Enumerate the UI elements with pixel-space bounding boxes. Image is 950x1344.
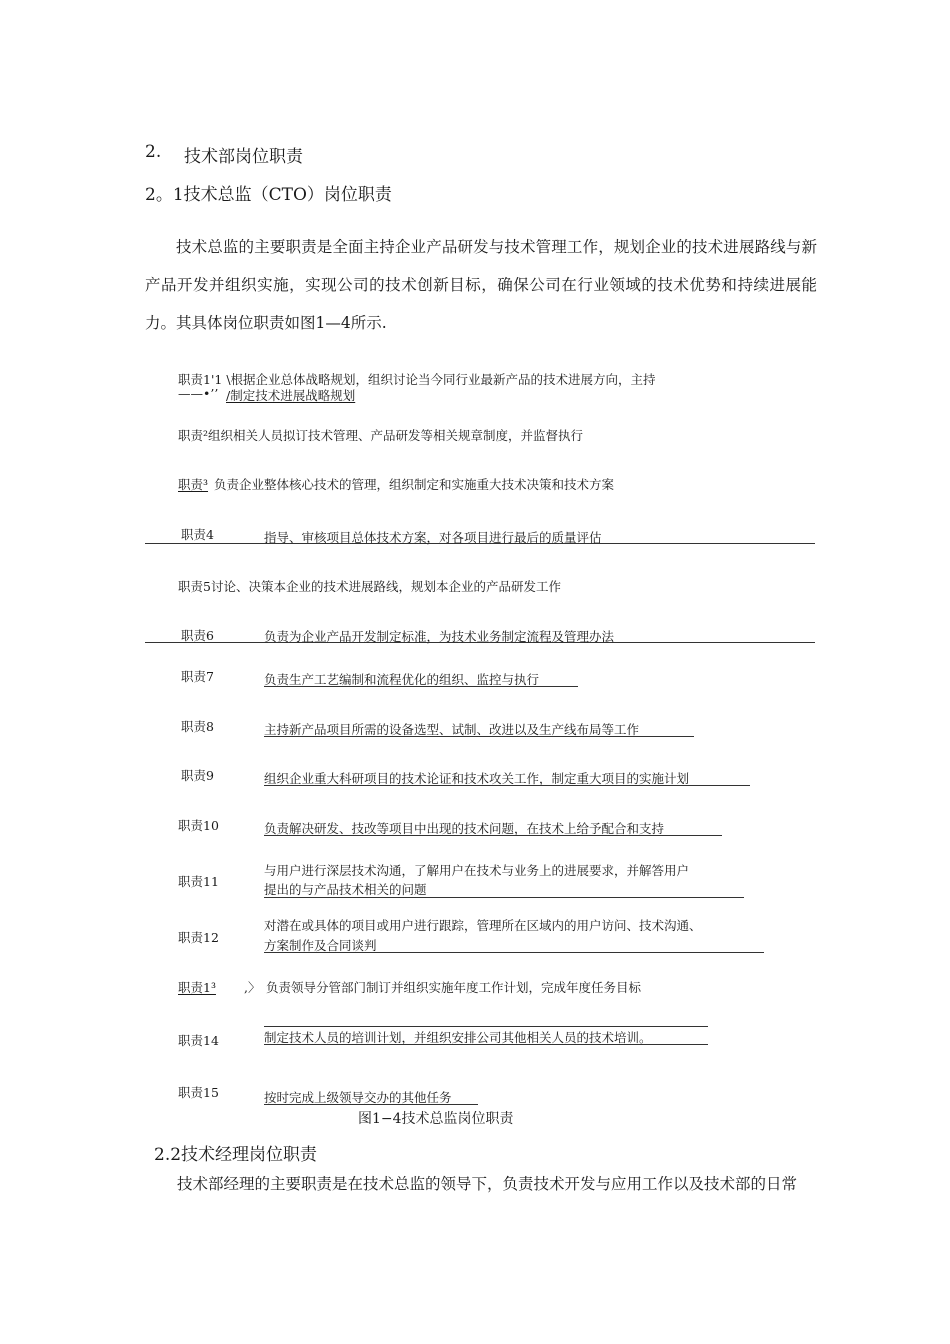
duty-8-text: 主持新产品项目所需的设备选型、试制、改进以及生产线布局等工作 [264,722,640,737]
duty-10-label: 职责10 [178,818,219,833]
section-number: 2. [145,142,162,162]
duty-13-rule [264,1026,708,1027]
duty-10-text: 负责解决研发、技改等项目中出现的技术问题，在技术上给予配合和支持 [264,821,665,836]
duty-6-label: 职责6 [181,628,214,643]
duty-9-rule [264,785,750,786]
duty-14-rule [264,1044,708,1045]
duty-5: 职责5讨论、决策本企业的技术进展路线，规划本企业的产品研发工作 [178,579,561,594]
duty-9-text: 组织企业重大科研项目的技术论证和技术攻关工作，制定重大项目的实施计划 [264,771,690,786]
section-title: 技术部岗位职责 [184,147,303,167]
duty-2: 职责²组织相关人员拟订技术管理、产品研发等相关规章制度，并监督执行 [178,428,584,443]
duty-8-rule [264,736,694,737]
duty-8-label: 职责8 [181,719,214,734]
duty-4-text: 指导、审核项目总体技术方案，对各项目进行最后的质量评估 [264,530,602,545]
duty-13-text: 负责领导分管部门制订并组织实施年度工作计划，完成年度任务目标 [266,980,642,995]
duty-12-line2: 方案制作及合同谈判 [264,938,377,953]
subsection-title-cto: 2。1技术总监（CTO）岗位职责 [145,185,392,205]
duty-7-label: 职责7 [181,669,214,684]
duty-3-label: 职责³ [178,477,209,492]
duty-11-line1: 与用户进行深层技术沟通，了解用户在技术与业务上的进展要求，并解答用户 [264,863,690,878]
duty-4-rule [145,543,815,544]
duty-1-prefix: ——•’’ [178,386,219,401]
duty-6-rule [145,642,815,643]
duty-11-rule [264,897,744,898]
subsection-title-manager: 2.2技术经理岗位职责 [154,1145,318,1165]
duty-4-label: 职责4 [181,527,214,542]
duty-11-label: 职责11 [178,874,219,889]
duty-12-label: 职责12 [178,930,219,945]
duty-3-text: 负责企业整体核心技术的管理，组织制定和实施重大技术决策和技术方案 [214,477,615,492]
duty-12-rule [264,952,764,953]
duty-1-line1: 职责1'1 \根据企业总体战略规划，组织讨论当今同行业最新产品的技术进展方向，主持 [178,372,656,387]
duty-14-text: 制定技术人员的培训计划，并组织安排公司其他相关人员的技术培训。 [264,1030,652,1045]
duty-7-text: 负责生产工艺编制和流程优化的组织、监控与执行 [264,672,540,687]
duty-7-rule [264,686,578,687]
duty-15-label: 职责15 [178,1085,219,1100]
duty-15-text: 按时完成上级领导交办的其他任务 [264,1090,452,1105]
figure-caption: 图1−4技术总监岗位职责 [358,1111,514,1127]
duty-14-label: 职责14 [178,1033,219,1048]
manager-intro-paragraph: 技术部经理的主要职责是在技术总监的领导下，负责技术开发与应用工作以及技术部的日常 [177,1175,798,1193]
duty-11-line2: 提出的与产品技术相关的问题 [264,882,427,897]
duty-13-mark: ,〉 [244,980,261,995]
duty-12-line1: 对潜在或具体的项目或用户进行跟踪，管理所在区域内的用户访问、技术沟通、 [264,918,702,933]
duty-13-label: 职责1³ [178,980,216,995]
duty-9-label: 职责9 [181,768,214,783]
cto-intro-paragraph: 技术总监的主要职责是全面主持企业产品研发与技术管理工作，规划企业的技术进展路线与新产品开发并组织实施，实现公司的技术创新目标，确保公司在行业领域的技术优势和持续进展能力。其具体岗位职责如图1—4所示. [145,238,817,332]
duty-6-text: 负责为企业产品开发制定标准，为技术业务制定流程及管理办法 [264,629,615,644]
duty-15-rule [264,1104,478,1105]
duty-10-rule [264,835,722,836]
duty-1-line2: /制定技术进展战略规划 [226,388,356,403]
